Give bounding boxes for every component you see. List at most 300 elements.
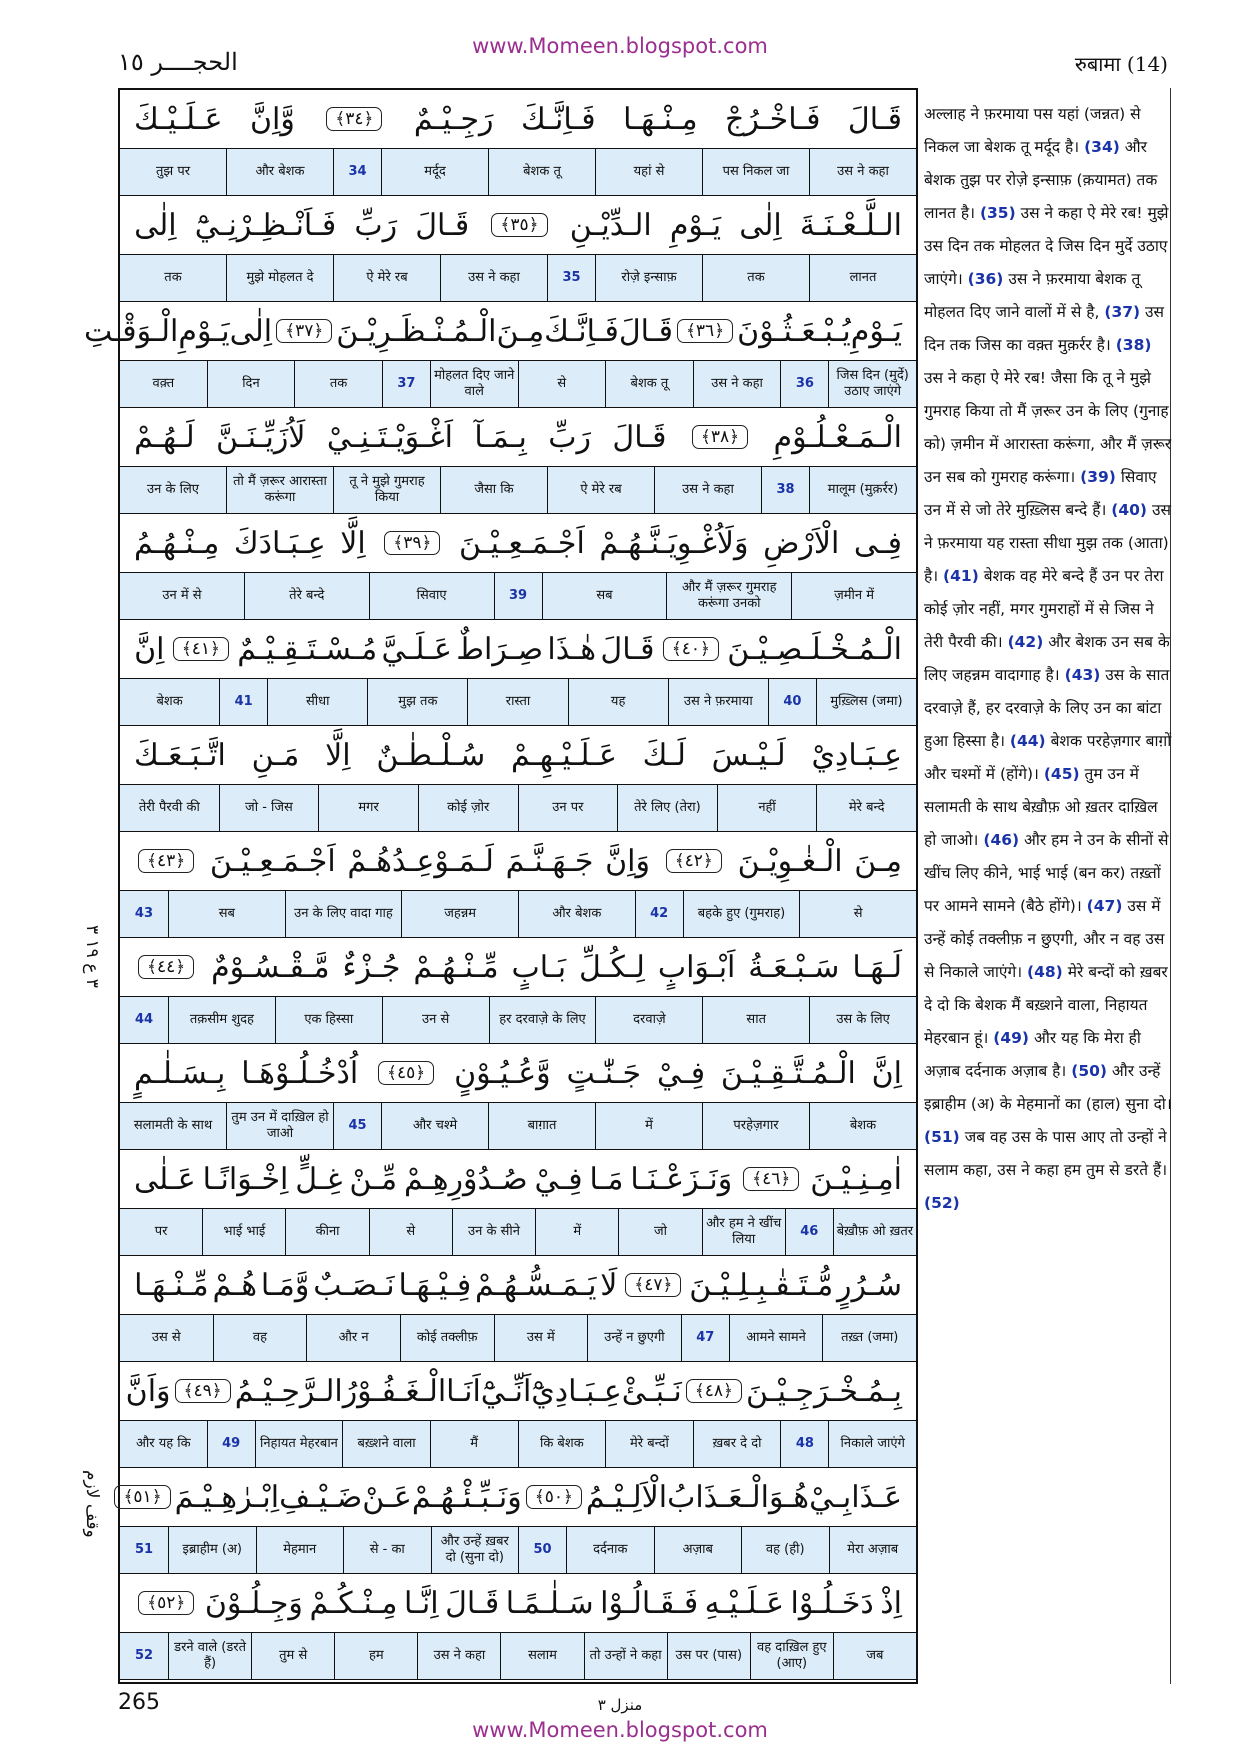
arabic-word: دَخَـلُـوْا [790,1585,874,1621]
word-meaning-cell: मैं [430,1421,518,1467]
arabic-word: سُـرُرٍ [837,1267,902,1303]
arabic-verse-line [120,1150,916,1208]
arabic-word: لَـمَـوْعِـدُهُـمْ [347,843,494,879]
word-meaning-row [120,1314,916,1362]
word-meaning-cell: ऐ मेरे रब [333,255,440,301]
word-meaning-cell: रोज़े इन्साफ़ [595,255,702,301]
word-meaning-cell: मोहलत दिए जाने वाले [430,361,518,407]
ayah-number: ﴿٤٠﴾ [663,637,719,661]
translation-verse-number: (41) [943,567,979,585]
site-header[interactable]: www.Momeen.blogspot.com [472,34,768,58]
ayah-number: ﴿٣٦﴾ [677,319,733,343]
word-meaning-cell: तुम से [251,1633,334,1679]
arabic-word: بِـمَـآ [474,419,527,455]
word-meaning-cell: यहां से [595,149,702,195]
ayah-number: ﴿٣٧﴾ [276,319,332,343]
arabic-word: اَبْـوَابٍ [657,949,736,985]
word-meaning-cell: कोई ज़ोर [418,785,518,831]
word-meaning-cell: तुझ पर [155,163,191,179]
arabic-word: لَاُزَيِّـنَـنَّ [216,419,306,455]
arabic-word: الْـمَـعْـلُـوْمِ [773,419,902,455]
arabic-word: اُدْخُـلُـوْهَـا [241,1055,359,1091]
arabic-word: الـلَّـعْـنَـةَ [799,207,902,243]
word-meaning-cell: में [595,1103,702,1149]
arabic-word: اِلَّا [340,525,366,561]
word-meaning-cell: दर्दनाक [566,1527,654,1573]
word-meaning-cell: ऐ मेरे रब [547,467,654,513]
arabic-word: بِـسَـلٰـمٍ [134,1055,226,1091]
word-meaning-cell: तेरे बन्दे [244,573,369,619]
word-meaning-cell: कोई तक्लीफ़ [400,1315,494,1361]
arabic-word: اِلٰى [134,207,177,243]
word-meaning-cell: इब्राहीम (अ) [168,1527,256,1573]
word-meaning-row [120,1208,916,1256]
ayah-number: ﴿٣٨﴾ [692,425,748,449]
arabic-verse-line [120,514,916,572]
arabic-word: مِـنْـهُـمُ [134,525,220,561]
arabic-word: غِـلٍّ [295,1161,343,1197]
arabic-word: اِلٰى [229,313,273,349]
arabic-word: سَـبْـعَـةُ [748,949,840,985]
word-meaning-row [120,1632,916,1680]
arabic-word: اِنَّـا [403,1585,439,1621]
waqf-marker: وقف لازم [82,1470,102,1538]
arabic-word: هُـمْ [212,1267,258,1303]
arabic-verse-line [120,1256,916,1314]
word-meaning-cell: सलाम [500,1633,583,1679]
arabic-word: نَـصَـبٌ [313,1267,395,1303]
ayah-number: ﴿٥٢﴾ [138,1591,194,1615]
arabic-word: لِـكُـلِّ [578,949,645,985]
word-meaning-cell: ज़मीन में [791,573,916,619]
arabic-word: نَـبِّـئْ [621,1373,682,1409]
word-meaning-cell: दरवाज़े [595,997,702,1043]
arabic-word: فِـيْ [534,1161,583,1197]
arabic-word: الـرَّحِـيْـمُ [234,1373,343,1409]
word-meaning-cell: यह [568,679,668,725]
arabic-verse-line [120,1362,916,1420]
arabic-word: يَـوْمِ [669,207,722,243]
word-meaning-cell: उन के लिए [147,481,199,497]
arabic-word: مَـا [589,1161,624,1197]
word-meaning-row [120,572,916,620]
arabic-word: جَـنّٰـتٍ [566,1055,642,1091]
word-meaning-cell: उस ने फ़रमाया [668,679,768,725]
arabic-word: اَنَـا [446,1373,481,1409]
word-meaning-cell: मेरे बन्दे [816,785,916,831]
word-meaning-cell: बेशक [809,1103,916,1149]
word-meaning-cell: से [799,891,916,937]
verse-number-cell: 40 [768,679,816,725]
word-meaning-cell: बख़्शने वाला [342,1421,430,1467]
word-meaning-cell: वह [213,1315,307,1361]
word-meaning-cell: तक [164,269,182,285]
arabic-verse-line [120,938,916,996]
arabic-word: عِـبَـادَكَ [233,525,326,561]
translation-text: बेशक वह मेरे बन्दे हैं उन पर तेरा कोई ज़ोर नहीं, मगर गुमराहों में से जिस ने तेरी पैरवी की। [924,567,1164,651]
word-meaning-cell: रास्ता [467,679,567,725]
translation-verse-number: (52) [924,1194,960,1212]
word-meaning-cell: पर [154,1223,168,1239]
verse-number-cell: 51 [134,1541,154,1557]
word-meaning-cell: उस पर (पास) [667,1633,750,1679]
word-meaning-cell: उस के लिए [809,997,916,1043]
word-meaning-cell: मर्दूद [381,149,488,195]
arabic-word: اِنَّ [871,1055,902,1091]
arabic-word: قَـالَ [618,313,673,349]
word-meaning-cell: ख़बर दे दो [693,1421,781,1467]
word-meaning-cell: बहके हुए (गुमराह) [683,891,800,937]
verse-number-cell: 50 [518,1527,566,1573]
translation-verse-number: (40) [1111,501,1148,519]
word-meaning-cell: डरने वाले (डरते हैं) [168,1633,251,1679]
translation-verse-number: (35) [979,204,1016,222]
arabic-word: اِلَّا [325,737,351,773]
word-meaning-cell: जहन्नम [401,891,518,937]
verse-number-cell: 41 [219,679,267,725]
arabic-word: جَـهَـنَّـمَ [505,843,594,879]
word-meaning-cell: सब [542,573,667,619]
ayah-number: ﴿٤٩﴾ [175,1379,231,1403]
arabic-word: لَـكَ [642,737,686,773]
word-meaning-row [120,1526,916,1574]
arabic-word: فَـاَنْـظِـرْنِـيْٓ [194,207,337,243]
arabic-word: لَـهَـا [852,949,902,985]
arabic-word: رَبِّ [354,207,398,243]
arabic-word: ضَـيْـفِ [279,1479,363,1515]
arabic-word: قَـالَ [847,101,902,137]
arabic-word: عِـبَـادِيْٓ [531,1373,622,1409]
arabic-word: يَـوْمِ [850,313,902,349]
arabic-verse-line [120,1468,916,1526]
translation-verse-number: (38) [1115,336,1152,354]
arabic-word: وَاِنَّ [605,843,650,879]
translation-verse-number: (49) [993,1029,1030,1047]
translation-verse-number: (48) [1027,963,1063,981]
translation-verse-number: (42) [1007,633,1044,651]
word-meaning-cell: बेशक [156,693,183,709]
translation-text: उस में उन्हें कोई तक्लीफ़ न छुएगी, और न वह उस से निकाले जाएंगे। [924,897,1165,981]
word-meaning-row [120,678,916,726]
arabic-word: عَـنْ [362,1479,412,1515]
arabic-word: اَجْـمَـعِـيْـنَ [459,525,585,561]
arabic-word: مُّـتَـقٰـبِـلِـيْـنَ [689,1267,834,1303]
arabic-verse-line [120,620,916,678]
ayah-number: ﴿٤٥﴾ [378,1061,434,1085]
translation-verse-number: (51) [924,1128,960,1146]
arabic-word: عِـبَـادِيْ [811,737,902,773]
word-meaning-cell: में [535,1209,618,1255]
verse-number-cell: 48 [780,1421,828,1467]
translation-text: उस ने फ़रमाया यह रास्ता सीधा मुझ तक (आता) है। [924,501,1171,585]
translation-text: उस के सात दरवाज़े हैं, हर दरवाज़े के लिए उन का बांटा हुआ हिस्सा है। [924,666,1170,750]
translation-text: उस ने कहा ऐ मेरे रब! जैसा कि तू ने मुझे गुमराह किया तो मैं ज़रूर उन के लिए (गुनाह को) ज़मीन में आरास्ता करूंगा, और मैं ज़रूर उन सब को गुमराह करूंगा। [924,369,1172,486]
arabic-word: مِـنَ [854,843,902,879]
word-meaning-cell: तेरे लिए (तेरा) [617,785,717,831]
arabic-word: الْاَرْضِ [763,525,840,561]
word-meaning-cell: से [369,1209,452,1255]
verse-number-cell: 42 [635,891,683,937]
word-meaning-row [120,254,916,302]
arabic-word: فَـاِنَّـكَ [544,313,619,349]
verse-number-cell: 43 [134,905,154,921]
arabic-word: اِذْ [880,1585,902,1621]
arabic-word: اِلٰى [739,207,782,243]
arabic-word: بَـابٍ [511,949,567,985]
word-meaning-cell: तक [294,361,382,407]
arabic-word: جُـزْءٌ [342,949,401,985]
translation-verse-number: (34) [1084,138,1120,156]
word-meaning-cell: उन में से [162,587,202,603]
word-meaning-cell: उस ने कहा [809,149,916,195]
word-meaning-cell: तक [702,255,809,301]
arabic-word: الْـغَـفُـوْرُ [342,1373,447,1409]
word-meaning-cell: भाई भाई [202,1209,285,1255]
word-meaning-cell: हर दरवाज़े के लिए [489,997,596,1043]
arabic-word: اٰمِـنِـيْـنَ [810,1161,902,1197]
arabic-word: اتَّـبَـعَـكَ [134,737,226,773]
word-meaning-cell: और बेशक [518,891,635,937]
arabic-word: يَـمَـسُّـهُـمْ [475,1267,597,1303]
word-meaning-cell: उस ने कहा [693,361,781,407]
arabic-word: رَبِّ [548,419,591,455]
word-meaning-cell: जब [833,1633,916,1679]
word-meaning-cell: उस ने कहा [654,467,761,513]
arabic-word: وَلَاُغْـوِيَـنَّـهُـمْ [599,525,749,561]
arabic-word: اِنَّ [134,631,165,667]
arabic-word: قَـالَ [600,631,655,667]
arabic-verse-line [120,832,916,890]
word-meaning-cell: जो - जिस [219,785,319,831]
arabic-word: لَـهُـمْ [134,419,195,455]
arabic-word: وَّعُـيُـوْنٍ [454,1055,551,1091]
arabic-word: سُـلْـطٰـنٌ [376,737,486,773]
word-meaning-cell: और उन्हें ख़बर दो (सुना दो) [431,1527,519,1573]
verse-number-cell: 47 [681,1315,729,1361]
ayah-number: ﴿٤٤﴾ [138,955,194,979]
arabic-word: وَنَـبِّـئْـهُـمْ [411,1479,522,1515]
word-meaning-cell: जैसा कि [440,467,547,513]
word-meaning-cell: मेरे बन्दों [605,1421,693,1467]
ayah-number: ﴿٣٤﴾ [326,107,382,131]
arabic-word: لَـيْـسَ [711,737,786,773]
word-meaning-cell: उस ने कहा [440,255,547,301]
word-meaning-row [120,148,916,196]
word-meaning-cell: कीना [285,1209,368,1255]
verse-number-cell: 36 [780,361,828,407]
arabic-verse-line [120,90,916,148]
word-meaning-cell: उस ने कहा [417,1633,500,1679]
word-meaning-row [120,466,916,514]
arabic-word: الْـوَقْـتِ [84,313,179,349]
arabic-word: هٰـذَا [547,631,597,667]
word-meaning-row [120,890,916,938]
arabic-word: عَـذَابِـيْ [809,1479,902,1515]
arabic-word: صِـرَاطٌ [456,631,544,667]
translation-text: और हम ने उन के सीनों से खींच लिए कीने, भाई भाई (बन कर) तख़्तों पर आमने सामने (बैठे होंगे)। [924,831,1169,915]
word-meaning-cell: और चश्मे [381,1103,488,1149]
word-meaning-row [120,1102,916,1150]
word-meaning-cell: निहायत मेहरबान [255,1421,343,1467]
arabic-word: فَـقَـالُـوْا [600,1585,699,1621]
arabic-word: لَا [600,1267,618,1303]
arabic-word: وَاَنَّ [125,1373,171,1409]
translation-text: तुम उन में सलामती के साथ बेख़ौफ़ ओ ख़तर दाख़िल हो जाओ। [924,765,1158,849]
word-meaning-cell: तू ने मुझे गुमराह किया [333,467,440,513]
word-meaning-cell: पस निकल जा [702,149,809,195]
verse-number-cell: 46 [785,1209,833,1255]
arabic-word: عَـلَـيْـكَ [134,101,223,137]
arabic-word: وَنَـزَعْـنَـا [630,1161,733,1197]
word-meaning-cell: तो मैं ज़रूर आरास्ता करूंगा [226,467,333,513]
arabic-word: وَّاِنَّ [249,101,295,137]
arabic-word: الْـغٰـوِيْـنَ [737,843,843,879]
verse-number-cell: 38 [761,467,809,513]
word-meaning-cell: सीधा [267,679,367,725]
translation-verse-number: (50) [1071,1062,1107,1080]
arabic-word: مِّـنْـهَـا [134,1267,209,1303]
word-meaning-cell: तक़सीम शुदह [168,997,275,1043]
ayah-number: ﴿٤٦﴾ [743,1167,799,1191]
word-meaning-cell: और हम ने खींच लिया [702,1209,785,1255]
word-meaning-cell: उन्हें न छुएगी [587,1315,681,1361]
arabic-word: اَغْـوَيْـتَـنِـيْ [326,419,453,455]
arabic-word: وَجِـلُـوْنَ [204,1585,303,1621]
translation-text: जब वह उस के पास आए तो उन्हों ने सलाम कहा, उस ने कहा हम तुम से डरते हैं। [924,1128,1168,1179]
word-meaning-cell: और न [306,1315,400,1361]
word-meaning-cell: तेरी पैरवी की [138,799,200,815]
word-meaning-cell: आमने सामने [729,1315,823,1361]
arabic-word: قَـالَ [612,419,667,455]
word-meaning-cell: और यह कि [135,1435,191,1451]
ayah-number: ﴿٤٨﴾ [686,1379,742,1403]
arabic-word: عَـلَـيَّ [381,631,452,667]
arabic-word: بِـمُـخْـرَجِـيْـنَ [746,1373,902,1409]
word-meaning-cell: परहेज़गार [702,1103,809,1149]
translation-verse-number: (44) [1009,732,1046,750]
word-meaning-cell: मुख़्लिस (जमा) [816,679,916,725]
arabic-word: صُـدُوْرِهِـمْ [403,1161,528,1197]
verse-number-cell: 35 [547,255,595,301]
surah-header: الحجــــر ١٥ [118,48,238,76]
arabic-word: رَجِـيْـمٌ [413,101,494,137]
word-meaning-cell: बेशक तू [488,149,595,195]
ayah-number: ﴿٥١﴾ [114,1485,170,1509]
arabic-word: عَـلٰى [134,1161,196,1197]
word-meaning-cell: जिस दिन (मुर्दे) उठाए जाएंगे [828,361,916,407]
verse-number-cell: 49 [207,1421,255,1467]
verse-number-cell: 44 [134,1011,154,1027]
arabic-word: الْـمُـتَّـقِـيْـنَ [720,1055,856,1091]
arabic-word: فَـاِنَّـكَ [520,101,596,137]
word-meaning-cell: वक़्त [152,375,175,391]
ayah-number: ﴿٤٣﴾ [138,849,194,873]
word-meaning-cell: बेख़ौफ़ ओ ख़तर [833,1209,916,1255]
site-footer[interactable]: www.Momeen.blogspot.com [472,1718,768,1742]
arabic-verse-line [120,408,916,466]
arabic-word: الْاَلِـيْـمُ [585,1479,668,1515]
arabic-word: مِّـنْـهُـمْ [413,949,499,985]
translation-verse-number: (45) [1043,765,1080,783]
ayah-number: ﴿٥٠﴾ [526,1485,582,1509]
arabic-word: يُـبْـعَـثُـوْنَ [737,313,851,349]
verse-number-cell: 52 [134,1647,154,1663]
word-meaning-cell: सात [702,997,809,1043]
word-meaning-cell: मेरा अज़ाब [829,1527,917,1573]
word-meaning-cell: उन पर [518,785,618,831]
word-meaning-cell: निकाले जाएंगे [828,1421,916,1467]
arabic-word: سَـلٰـمًـا [505,1585,594,1621]
arabic-word: يَـوْمِ [178,313,230,349]
translation-text: सिवाए उन में से जो तेरे मुख़्लिस बन्दे हैं। [924,468,1157,519]
word-meaning-cell: मगर [318,785,418,831]
arabic-word: مِّـنْ [349,1161,398,1197]
translation-verse-number: (47) [1086,897,1123,915]
arabic-word: عَـلَـيْـهِ [704,1585,785,1621]
arabic-word: مِـنْـهَـا [623,101,698,137]
arabic-word: اِخْـوَانًـا [202,1161,289,1197]
arabic-word: هُـوَ [768,1479,810,1515]
arabic-word: مُـسْـتَـقِـيْـمٌ [237,631,378,667]
word-meaning-cell: और मैं ज़रूर गुमराह करूंगा उनको [666,573,791,619]
word-meaning-cell: हम [334,1633,417,1679]
ayah-number: ﴿٣٩﴾ [384,531,440,555]
word-meaning-cell: और बेशक [226,149,333,195]
translation-verse-number: (39) [1080,468,1116,486]
verse-number-cell: 39 [494,573,542,619]
arabic-word: قَـالَ [445,1585,500,1621]
word-meaning-cell: मुझ तक [367,679,467,725]
translation-verse-number: (43) [1064,666,1101,684]
arabic-word: مَـنِ [251,737,300,773]
ayah-number: ﴿٤٧﴾ [625,1273,681,1297]
word-meaning-cell: बाग़ात [488,1103,595,1149]
word-meaning-cell: मेहमान [256,1527,344,1573]
word-meaning-cell: अज़ाब [654,1527,742,1573]
translation-text: बेशक परहेज़गार बाग़ों और चश्मों में (होंगे)। [924,732,1172,783]
arabic-word: الـدِّيْـنِ [569,207,652,243]
arabic-word: مِـنَ [496,313,545,349]
arabic-verse-line [120,196,916,254]
arabic-word: اَجْـمَـعِـيْـنَ [209,843,336,879]
arabic-word: اَنِّـيْٓ [480,1373,532,1409]
ayah-number: ﴿٣٥﴾ [491,213,547,237]
arabic-word: فِـيْـهَـا [398,1267,472,1303]
arabic-word: فَـاخْـرُجْ [724,101,821,137]
arabic-word: الْـعَـذَابُ [667,1479,769,1515]
translation-text: और बेशक उन सब के लिए जहन्नम वादागाह है। [924,633,1170,684]
word-meaning-cell: से - का [343,1527,431,1573]
word-meaning-cell: एक हिस्सा [275,997,382,1043]
manzil-label: منزل ٣ [597,1696,643,1714]
word-meaning-cell: बेशक तू [605,361,693,407]
arabic-verse-line [120,1574,916,1632]
word-meaning-cell: उस से [151,1329,181,1345]
arabic-word: قَـالَ [415,207,470,243]
translation-verse-number: (46) [983,831,1020,849]
translation-text: उस ने फ़रमाया बेशक तू मोहलत दिए जाने वालों में से है, [924,270,1141,321]
word-meaning-cell: उन के लिए वादा गाह [285,891,402,937]
word-meaning-row [120,1420,916,1468]
word-meaning-cell: लानत [809,255,916,301]
ayah-number: ﴿٤١﴾ [173,637,229,661]
arabic-word: الْـمُـنْـظَـرِيْـنَ [336,313,497,349]
arabic-verse-line [120,1044,916,1102]
word-meaning-cell: कि बेशक [518,1421,606,1467]
translation-verse-number: (36) [967,270,1004,288]
arabic-word: مِـنْـكُـمْ [309,1585,398,1621]
word-meaning-cell: तख़्त (जमा) [822,1315,916,1361]
